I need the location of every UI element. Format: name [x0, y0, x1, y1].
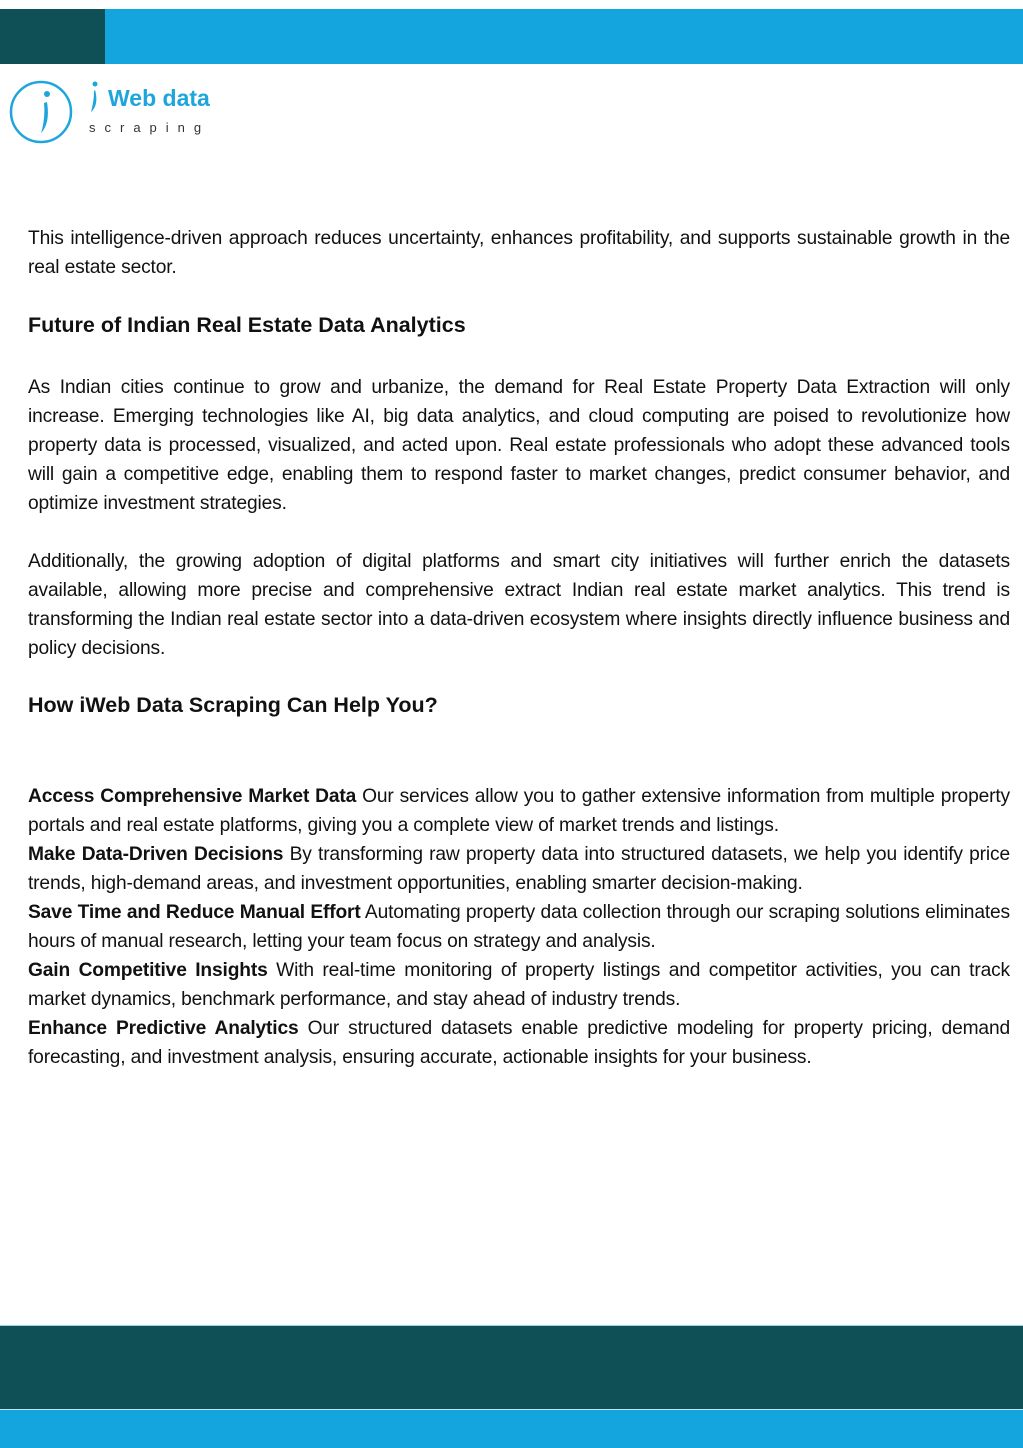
section-heading-future: Future of Indian Real Estate Data Analytics — [28, 313, 466, 337]
list-item — [28, 898, 1010, 956]
footer-bar-blue — [0, 1409, 1023, 1448]
item-text: Automating property data collection through our scraping solutions eliminates hours of manual research, letting your team focus on strategy and analysis. — [28, 902, 1010, 952]
footer-bar-dark — [0, 1325, 1023, 1410]
benefits-list — [28, 782, 1010, 1072]
logo-circle-icon — [8, 76, 108, 146]
logo — [8, 76, 228, 146]
header-bar-blue — [105, 9, 1023, 64]
item-text: By transforming raw property data into structured datasets, we help you identify price trends, high-demand areas, and investment opportunities, enabling smarter decision-making. — [28, 844, 1010, 894]
list-item — [28, 782, 1010, 840]
logo-sub-text: scraping — [89, 120, 211, 135]
list-item — [28, 840, 1010, 898]
item-title: Enhance Predictive Analytics — [28, 1018, 299, 1039]
section-heading-help: How iWeb Data Scraping Can Help You? — [28, 693, 438, 717]
list-item — [28, 1014, 1010, 1072]
item-text: Our services allow you to gather extensive information from multiple property portals and real estate platforms, giving you a complete view of market trends and listings. — [28, 786, 1010, 836]
item-title: Make Data-Driven Decisions — [28, 844, 284, 865]
item-title: Gain Competitive Insights — [28, 960, 268, 981]
item-title: Save Time and Reduce Manual Effort — [28, 902, 361, 923]
list-item — [28, 956, 1010, 1014]
item-title: Access Comprehensive Market Data — [28, 786, 357, 807]
future-paragraph-2: Additionally, the growing adoption of digital platforms and smart city initiatives will further enrich the datasets available, allowing more precise and comprehensive extract Indian real estate market analytics. This trend is transforming the Indian real estate sector into a data-driven ecosystem where insights directly influence business and policy decisions. — [28, 551, 1010, 659]
item-text: With real-time monitoring of property listings and competitor activities, you can track market dynamics, benchmark performance, and stay ahead of industry trends. — [28, 960, 1010, 1010]
item-text: Our structured datasets enable predictive modeling for property pricing, demand forecasting, and investment analysis, ensuring accurate, actionable insights for your business. — [28, 1018, 1010, 1068]
logo-brand-text: Web data — [108, 85, 210, 111]
intro-paragraph: This intelligence-driven approach reduces uncertainty, enhances profitability, and supports sustainable growth in the real estate sector. — [28, 228, 1010, 278]
future-paragraph-1: As Indian cities continue to grow and urbanize, the demand for Real Estate Property Data Extraction will only increase. Emerging technologies like AI, big data analytics, and cloud computing are poised to revolutionize how property data is processed, visualized, and acted upon. Real estate professionals who adopt these advanced tools will gain a competitive edge, enabling them to respond faster to market changes, predict consumer behavior, and optimize investment strategies. — [28, 377, 1010, 514]
header-bar-dark — [0, 9, 105, 64]
